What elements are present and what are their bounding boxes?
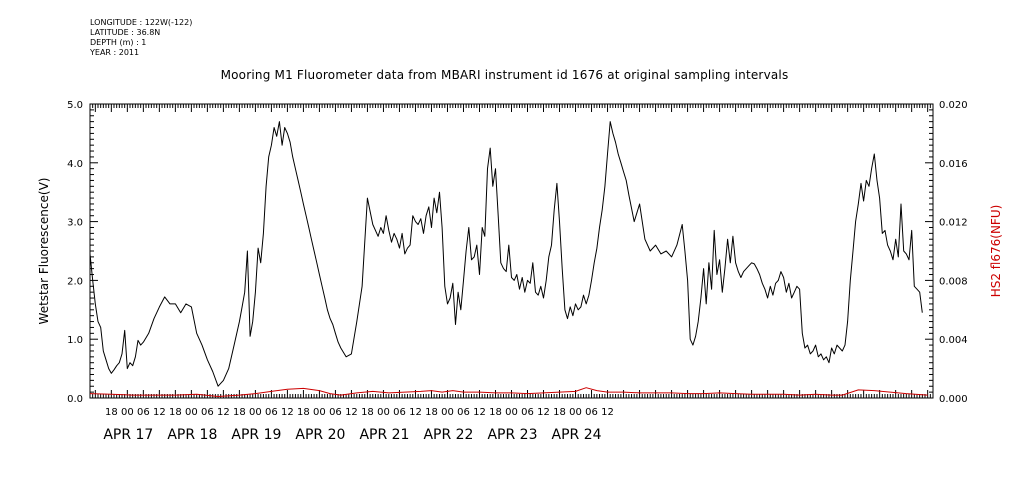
x-tick-label: 12 — [281, 407, 294, 418]
x-tick-label: 18 — [297, 407, 310, 418]
x-tick-label: 12 — [217, 407, 230, 418]
x-tick-label: 00 — [441, 407, 454, 418]
x-tick-label: 06 — [585, 407, 598, 418]
x-tick-label: 12 — [345, 407, 358, 418]
y2-tick-label: 0.000 — [939, 394, 968, 405]
x-day-label: APR 23 — [487, 427, 538, 443]
x-tick-label: 06 — [201, 407, 214, 418]
series-lines — [90, 122, 928, 397]
meta-longitude: LONGITUDE : 122W(-122) — [90, 18, 193, 27]
x-tick-label: 12 — [152, 407, 166, 418]
y2-tick-label: 0.020 — [939, 100, 968, 111]
x-tick-label: 18 — [168, 407, 182, 418]
x-tick-label: 00 — [569, 407, 582, 418]
x-day-label: APR 19 — [231, 427, 282, 443]
x-tick-label: 06 — [457, 407, 470, 418]
y2-tick-label: 0.012 — [939, 217, 968, 229]
x-tick-label: 12 — [601, 407, 614, 418]
y-tick-label: 4.0 — [67, 158, 83, 170]
x-day-label: APR 24 — [551, 427, 602, 443]
y2-tick-label: 0.008 — [939, 276, 968, 288]
y-axis-label: Wetstar Fluorescence(V) — [37, 177, 51, 325]
x-day-label: APR 18 — [167, 427, 218, 443]
x-tick-label: 18 — [361, 407, 374, 418]
x-tick-label: 00 — [120, 407, 134, 418]
x-tick-label: 00 — [185, 407, 198, 418]
x-tick-label: 12 — [537, 407, 550, 418]
x-tick-label: 06 — [393, 407, 406, 418]
x-tick-label: 06 — [329, 407, 342, 418]
y-tick-label: 0.0 — [67, 394, 83, 405]
x-tick-label: 06 — [136, 407, 150, 418]
y-tick-label: 2.0 — [67, 276, 83, 288]
x-tick-label: 00 — [505, 407, 518, 418]
x-tick-label: 18 — [489, 407, 502, 418]
x-day-label: APR 20 — [295, 427, 346, 443]
plot-frame — [90, 104, 933, 398]
x-tick-label: 18 — [233, 407, 246, 418]
y-tick-label: 3.0 — [67, 217, 83, 229]
series-line-wetstar — [90, 122, 922, 387]
x-day-label: APR 21 — [359, 427, 410, 443]
y2-axis-label: HS2 fl676(NFU) — [989, 204, 1003, 298]
meta-year: YEAR : 2011 — [90, 48, 140, 57]
x-tick-label: 00 — [313, 407, 326, 418]
tick-labels — [67, 100, 968, 443]
x-tick-label: 00 — [249, 407, 262, 418]
tick-marks — [90, 104, 933, 398]
meta-latitude: LATITUDE : 36.8N — [90, 28, 161, 37]
x-tick-label: 00 — [377, 407, 390, 418]
x-tick-label: 18 — [553, 407, 566, 418]
meta-depth: DEPTH (m) : 1 — [90, 38, 147, 47]
y-tick-label: 1.0 — [67, 335, 83, 347]
x-tick-label: 12 — [409, 407, 422, 418]
x-tick-label: 12 — [473, 407, 486, 418]
x-tick-label: 18 — [104, 407, 118, 418]
x-day-label: APR 17 — [103, 427, 154, 443]
x-day-label: APR 22 — [423, 427, 474, 443]
x-tick-label: 06 — [521, 407, 534, 418]
x-tick-label: 06 — [265, 407, 278, 418]
x-tick-label: 18 — [425, 407, 438, 418]
y2-tick-label: 0.004 — [939, 335, 968, 347]
chart-title: Mooring M1 Fluorometer data from MBARI instrument id 1676 at original sampling intervals — [220, 68, 789, 82]
y2-tick-label: 0.016 — [939, 158, 968, 170]
y-tick-label: 5.0 — [67, 100, 83, 111]
